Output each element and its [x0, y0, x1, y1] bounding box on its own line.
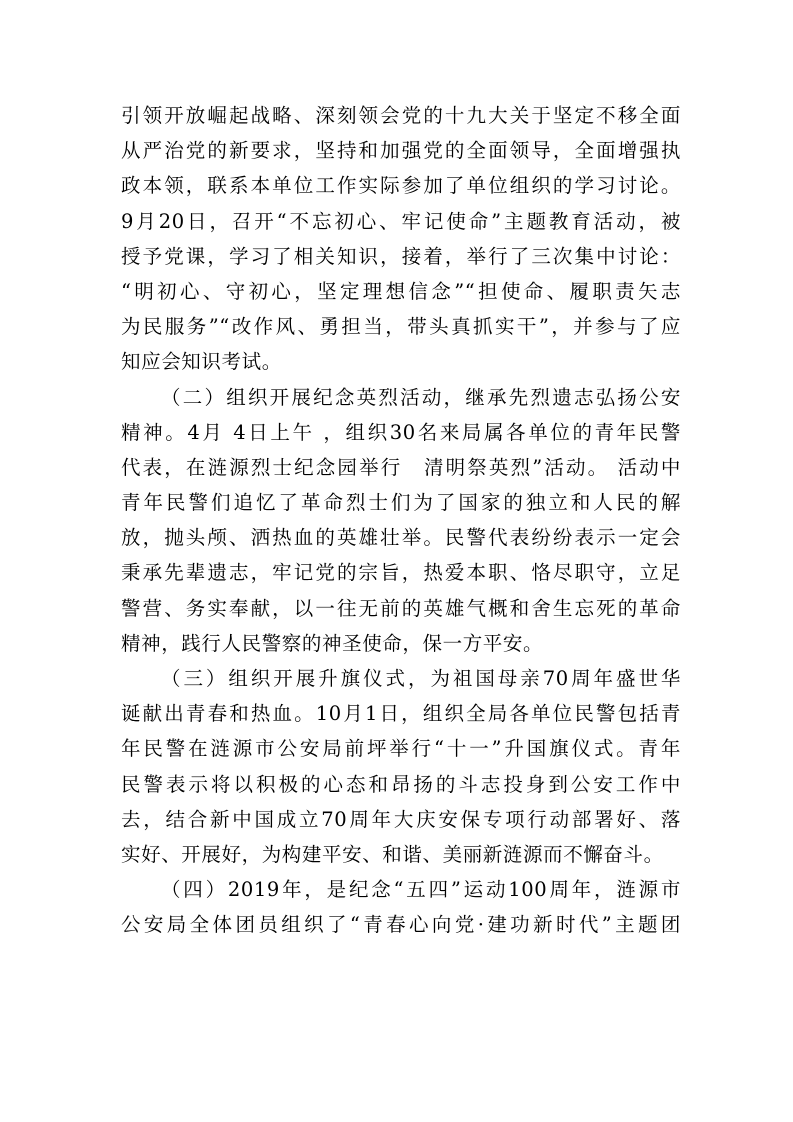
- text-line: 秉承先辈遗志，牢记党的宗旨，热爱本职、恪尽职守，立足: [121, 561, 681, 585]
- text-line: 精神，践行人民警察的神圣使命，保一方平安。: [121, 631, 544, 655]
- text-line: 警营、务实奉献，以一往无前的英雄气概和舍生忘死的革命: [121, 596, 681, 620]
- paragraph: [121, 872, 681, 942]
- text-line: 9月20日，召开“不忘初心、牢记使命”主题教育活动，被: [121, 209, 681, 233]
- paragraph: [121, 661, 681, 872]
- paragraph: [121, 380, 681, 662]
- text-line: 年民警在涟源市公安局前坪举行“十一”升国旗仪式。青年: [121, 737, 681, 761]
- text-line: 知应会知识考试。: [121, 350, 282, 374]
- text-line: 实好、开展好，为构建平安、和谐、美丽新涟源而不懈奋斗。: [121, 842, 664, 866]
- text-line: 青年民警们追忆了革命烈士们为了国家的独立和人民的解: [121, 491, 681, 515]
- text-line: 代表，在涟源烈士纪念园举行 清明祭英烈”活动。 活动中: [121, 455, 681, 479]
- text-line: 公安局全体团员组织了“青春心向党·建功新时代”主题团: [121, 913, 681, 937]
- text-line: 从严治党的新要求，坚持和加强党的全面领导，全面增强执: [121, 139, 681, 163]
- document-body: [121, 98, 681, 943]
- text-line: （四）2019年，是纪念“五四”运动100周年，涟源市: [161, 878, 681, 902]
- text-line: 民警表示将以积极的心态和昂扬的斗志投身到公安工作中: [121, 772, 681, 796]
- paragraph: [121, 98, 681, 380]
- text-line: （三）组织开展升旗仪式，为祖国母亲70周年盛世华: [161, 667, 681, 690]
- text-line: 诞献出青春和热血。10月1日，组织全局各单位民警包括青: [121, 702, 681, 726]
- text-line: 为民服务”“改作风、勇担当，带头真抓实干”，并参与了应: [121, 315, 681, 339]
- text-line: 政本领，联系本单位工作实际参加了单位组织的学习讨论。: [121, 174, 681, 198]
- text-line: 放，抛头颅、洒热血的英雄壮举。民警代表纷纷表示一定会: [121, 526, 681, 550]
- text-line: “明初心、守初心，坚定理想信念”“担使命、履职责矢志: [121, 279, 681, 303]
- text-line: 去，结合新中国成立70周年大庆安保专项行动部署好、落: [121, 807, 681, 831]
- text-line: （二）组织开展纪念英烈活动，继承先烈遗志弘扬公安: [161, 385, 681, 409]
- text-line: 引领开放崛起战略、深刻领会党的十九大关于坚定不移全面: [121, 104, 681, 127]
- text-line: 授予党课，学习了相关知识，接着，举行了三次集中讨论：: [121, 244, 681, 268]
- text-line: 精神。4月 4日上午 ，组织30名来局属各单位的青年民警: [121, 420, 681, 444]
